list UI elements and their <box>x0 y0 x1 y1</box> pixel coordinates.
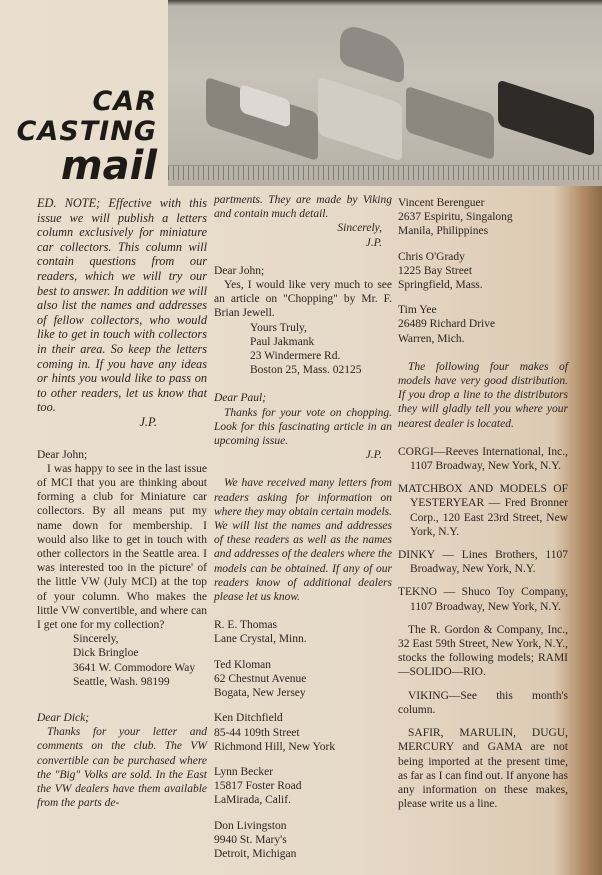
model-cars-photo <box>168 0 602 186</box>
collector-entry <box>398 250 568 293</box>
salutation: Dear Paul; <box>214 392 267 405</box>
collector-city: Detroit, Michigan <box>214 847 297 860</box>
sender-name: Dick Bringloe <box>73 647 139 660</box>
distributor-list <box>398 445 568 811</box>
collector-name: Chris O'Grady <box>398 250 465 263</box>
closing: Sincerely, <box>337 222 382 235</box>
column-1 <box>37 196 207 824</box>
collector-city: Richmond Hill, New York <box>214 740 336 753</box>
title-line-1: CAR <box>92 86 157 117</box>
car-station-wagon <box>318 76 402 161</box>
column-2 <box>214 193 392 875</box>
salutation: Dear John; <box>37 448 88 461</box>
sender-city: Seattle, Wash. 98199 <box>73 675 170 688</box>
reply-body: Thanks for your vote on chopping. Look for this fascinating article in an upcoming issue. <box>214 406 392 448</box>
sign: J.P. <box>365 449 382 462</box>
collector-name: Tim Yee <box>398 304 437 317</box>
collector-entry <box>214 711 392 754</box>
collector-city: Lane Crystal, Minn. <box>214 633 307 646</box>
letter-body: Yes, I would like very much to see an article on "Chopping" by Mr. F. Brian Jewell. <box>214 279 392 320</box>
distributor-dinky: DINKY — Lines Brothers, 1107 Broadway, New York, N.Y. <box>398 549 568 576</box>
salutation: Dear John; <box>214 264 265 277</box>
reply-dick-continued <box>214 193 392 250</box>
collector-city: Bogata, New Jersey <box>214 687 306 700</box>
collector-name: Lynn Becker <box>214 765 274 778</box>
collector-name: Ken Ditchfield <box>214 712 283 725</box>
collector-name: R. E. Thomas <box>214 619 278 632</box>
distributor-tekno: TEKNO — Shuco Toy Company, 1107 Broadway, New York, N.Y. <box>398 586 568 613</box>
closing: Yours Truly, <box>250 321 307 334</box>
collector-city: LaMirada, Calif. <box>214 794 291 807</box>
sender-address: 3641 W. Commodore Way <box>73 661 196 674</box>
sender-city: Boston 25, Mass. 02125 <box>250 364 362 377</box>
distributor-corgi: CORGI—Reeves International, Inc., 1107 Broadway, New York, N.Y. <box>398 445 568 473</box>
collector-name: Vincent Berenguer <box>398 197 485 209</box>
collector-city: Warren, Mich. <box>398 332 465 345</box>
editor-note <box>37 196 207 430</box>
car-estate <box>406 86 494 161</box>
collector-entry <box>214 765 392 808</box>
letter-paul <box>214 264 392 378</box>
title-line-3: mail <box>60 143 157 189</box>
collector-entry <box>398 303 568 346</box>
closing: Sincerely, <box>73 633 119 646</box>
editor-note-text: ED. NOTE; Effective with this issue we will publish a letters column exclusively for miniature car collectors. This column will contain questions from our readers, which we will try our best to answer. In addition we will also list the names and addresses of fellow collectors, who would like to get in touch with collectors in their area. So keep the letters coming in. If you have any ideas or hints you would like to pass on to other readers, let us know that too. <box>37 196 207 415</box>
car-dark-sedan <box>498 79 594 156</box>
collector-name: Don Livingston <box>214 819 287 832</box>
page-title <box>16 86 157 189</box>
gordon-note: The R. Gordon & Company, Inc., 32 East 59th Street, New York, N.Y., stocks the following models; RAMI—SOLIDO—RIO. <box>398 623 568 679</box>
collector-street: 62 Chestnut Avenue <box>214 672 307 685</box>
collector-street: 26489 Richard Drive <box>398 318 496 331</box>
distributor-matchbox: MATCHBOX AND MODELS OF YESTERYEAR — Fred Bronner Corp., 120 East 23rd Street, New York, N.Y. <box>398 483 568 538</box>
collector-list-2 <box>214 618 392 861</box>
reply-body-cont: partments. They are made by Viking and contain much detail. <box>214 194 392 221</box>
viking-note: VIKING—See this month's column. <box>398 689 568 716</box>
collector-entry <box>214 658 392 701</box>
distributors-intro <box>398 360 568 431</box>
dealers-notice <box>214 476 392 604</box>
notice-text: We have received many letters from readers asking for information on where they may obtain certain models. We will list the names and addresses of these readers as well as the names and addresses of the dealers where the models can be obtained. If any of our readers know of additional dealers please let us know. <box>214 477 393 604</box>
reply-dick <box>37 711 207 810</box>
title-line-2: CASTING <box>16 116 157 147</box>
column-3 <box>398 196 568 825</box>
sender-address: 23 Windermere Rd. <box>250 350 341 363</box>
collector-entry <box>398 196 568 239</box>
letter-body: I was happy to see in the last issue of MCI that you are thinking about forming a club for Miniature car collectors. By all means put my name down for membership. I would also like to get in touch with other collectors in the Seattle area. I was interested too in the picture' of the little VW (July MCI) at the top of your column. Who makes the little VW convertible, and where can I get one for my collection? <box>37 462 207 631</box>
letter-dick <box>37 448 207 689</box>
collector-entry <box>214 618 392 646</box>
ruler <box>168 165 602 180</box>
salutation: Dear Dick; <box>37 711 90 724</box>
editor-note-sign: J.P. <box>139 414 157 429</box>
sign: J.P. <box>365 236 382 249</box>
reply-paul <box>214 391 392 462</box>
sender-name: Paul Jakmank <box>250 335 315 348</box>
collector-name: Ted Kloman <box>214 658 272 671</box>
intro-text: The following four makes of models have very good distribution. If you drop a line to the distributors they will gladly tell you where your nearest dealer is located. <box>398 360 568 430</box>
reply-body: Thanks for your letter and comments on the club. The VW convertible can be purchased where the "Big" Volks are sold. In the East the VW dealers have them available from the parts de- <box>37 726 207 810</box>
collector-street: 15817 Foster Road <box>214 780 302 793</box>
collector-street: 2637 Espiritu, Singalong <box>398 211 513 224</box>
collector-city: Manila, Philippines <box>398 225 489 238</box>
collector-city: Springfield, Mass. <box>398 279 483 292</box>
car-vw-beetle <box>340 22 404 85</box>
collector-street: 1225 Bay Street <box>398 264 473 277</box>
collector-list-3 <box>398 196 568 346</box>
collector-entry <box>214 819 392 862</box>
safir-note: SAFIR, MARULIN, DUGU, MERCURY and GAMA are not being imported at the present time, as far as I can find out. If anyone has any information on these makes, please write us a line. <box>398 727 568 811</box>
collector-street: 85-44 109th Street <box>214 726 300 739</box>
collector-street: 9940 St. Mary's <box>214 833 287 846</box>
